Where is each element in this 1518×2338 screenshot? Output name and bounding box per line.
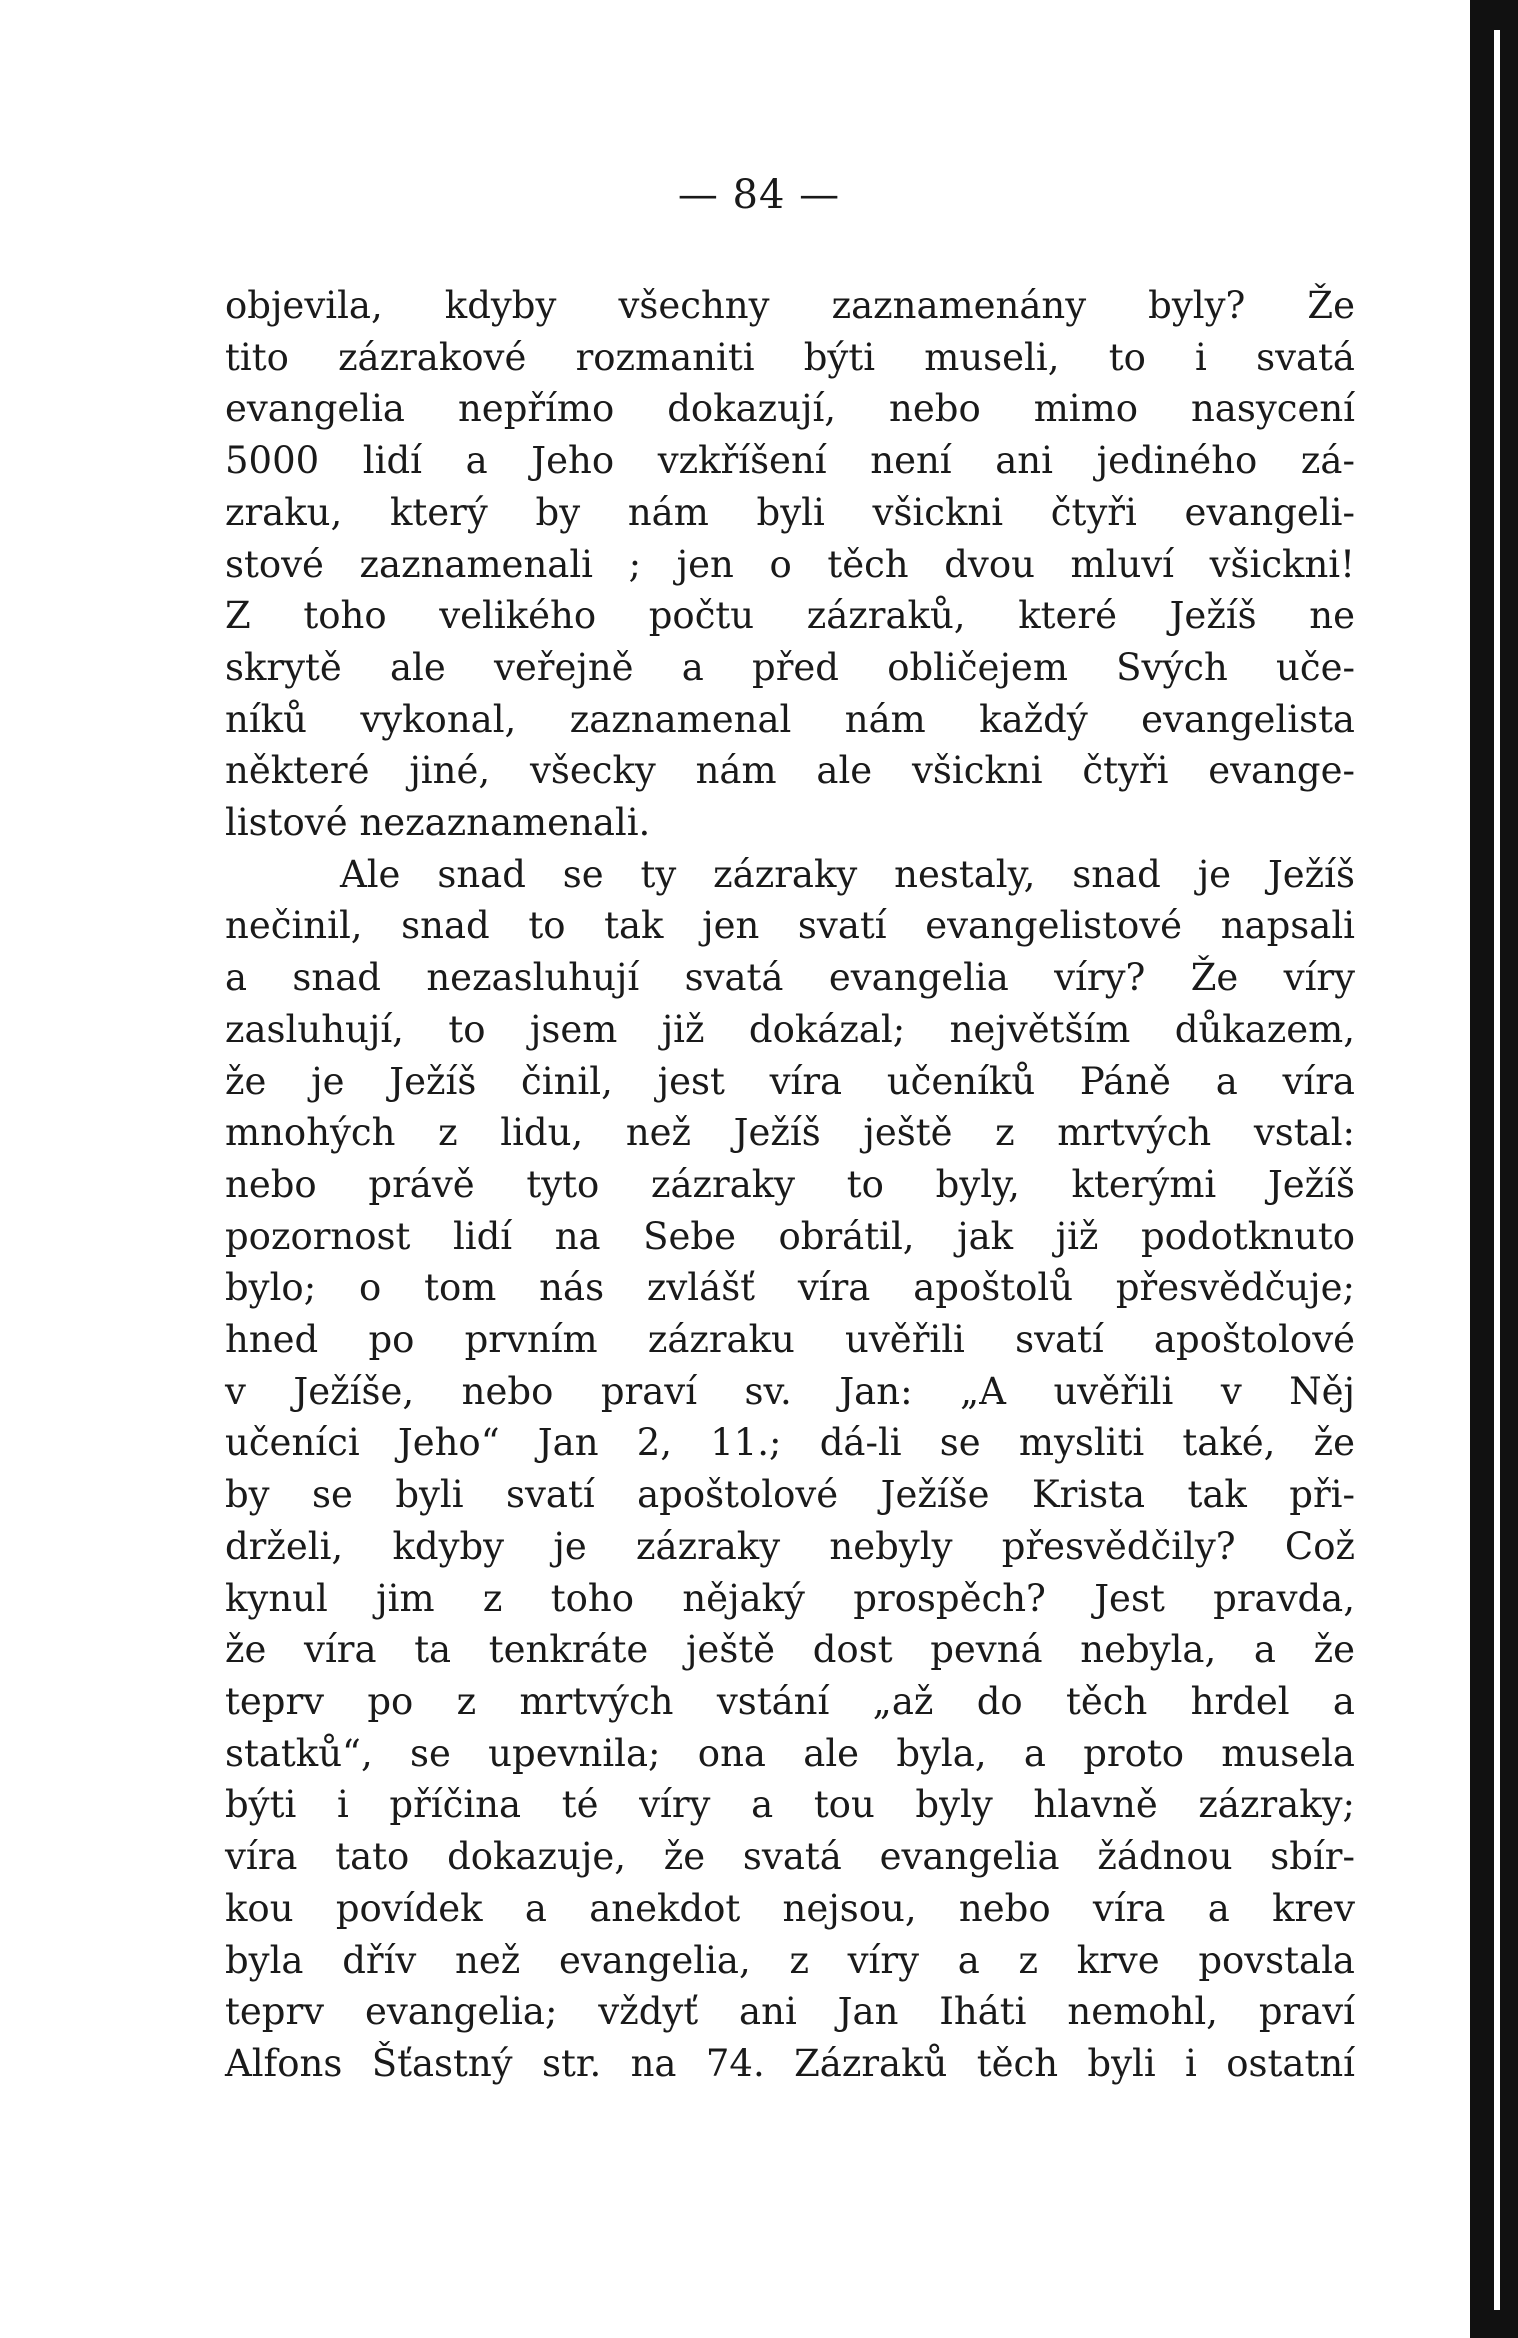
text-line: drželi, kdyby je zázraky nebyly přesvědčily? Což — [225, 1524, 1355, 1568]
page-number: — 84 — — [677, 172, 841, 218]
text-line: teprv evangelia; vždyť ani Jan Iháti nemohl, praví — [225, 1990, 1355, 2034]
text-line: některé jiné, všecky nám ale všickni čtyři evange- — [225, 749, 1355, 793]
text-line: že je Ježíš činil, jest víra učeníků Páně a víra — [225, 1059, 1355, 1103]
text-line: stové zaznamenali ; jen o těch dvou mluví všickni! — [225, 542, 1355, 586]
text-line: teprv po z mrtvých vstání „až do těch hrdel a — [225, 1679, 1355, 1723]
text-line: nebo právě tyto zázraky to byly, kterými Ježíš — [225, 1162, 1355, 1206]
text-line: a snad nezasluhují svatá evangelia víry? Že víry — [225, 956, 1355, 1000]
body-text — [225, 280, 1355, 2090]
text-line: pozornost lidí na Sebe obrátil, jak již podotknuto — [225, 1214, 1355, 1258]
text-line: víra tato dokazuje, že svatá evangelia žádnou sbír- — [225, 1835, 1355, 1879]
text-line: býti i příčina té víry a tou byly hlavně zázraky; — [225, 1783, 1355, 1827]
text-line: že víra ta tenkráte ještě dost pevná nebyla, a že — [225, 1628, 1355, 1672]
text-line: kou povídek a anekdot nejsou, nebo víra a krev — [225, 1886, 1355, 1930]
text-line: byla dřív než evangelia, z víry a z krve povstala — [225, 1938, 1355, 1982]
text-line: listové nezaznamenali. — [225, 801, 651, 845]
text-line: tito zázrakové rozmaniti býti museli, to i svatá — [225, 335, 1355, 379]
text-line: hned po prvním zázraku uvěřili svatí apoštolové — [225, 1318, 1355, 1362]
text-line: statků“, se upevnila; ona ale byla, a proto musela — [225, 1731, 1355, 1775]
text-line: Alfons Šťastný str. na 74. Zázraků těch byli i ostatní — [225, 2041, 1355, 2085]
text-line: níků vykonal, zaznamenal nám každý evangelista — [225, 697, 1355, 741]
text-line: by se byli svatí apoštolové Ježíše Krista tak při- — [225, 1473, 1355, 1517]
text-line: zraku, který by nám byli všickni čtyři evangeli- — [225, 490, 1355, 534]
text-line: mnohých z lidu, než Ježíš ještě z mrtvých vstal: — [225, 1111, 1355, 1155]
text-line: nečinil, snad to tak jen svatí evangelistové napsali — [225, 904, 1355, 948]
text-line: skrytě ale veřejně a před obličejem Svých uče- — [225, 645, 1355, 689]
text-line: kynul jim z toho nějaký prospěch? Jest pravda, — [225, 1576, 1355, 1620]
text-line: bylo; o tom nás zvlášť víra apoštolů přesvědčuje; — [225, 1266, 1355, 1310]
text-line: objevila, kdyby všechny zaznamenány byly? Že — [225, 284, 1355, 327]
text-line: 5000 lidí a Jeho vzkříšení není ani jediného zá- — [225, 439, 1355, 483]
text-line: učeníci Jeho“ Jan 2, 11.; dá-li se mysliti také, že — [225, 1421, 1355, 1465]
text-line: zasluhují, to jsem již dokázal; největším důkazem, — [225, 1007, 1355, 1051]
text-line: evangelia nepřímo dokazují, nebo mimo nasycení — [225, 387, 1355, 431]
text-line: Z toho velikého počtu zázraků, které Ježíš ne — [225, 594, 1355, 638]
text-line: v Ježíše, nebo praví sv. Jan: „A uvěřili v Něj — [225, 1369, 1355, 1413]
scan-border-inner — [1494, 30, 1500, 2310]
text-line: Ale snad se ty zázraky nestaly, snad je Ježíš — [340, 852, 1355, 896]
